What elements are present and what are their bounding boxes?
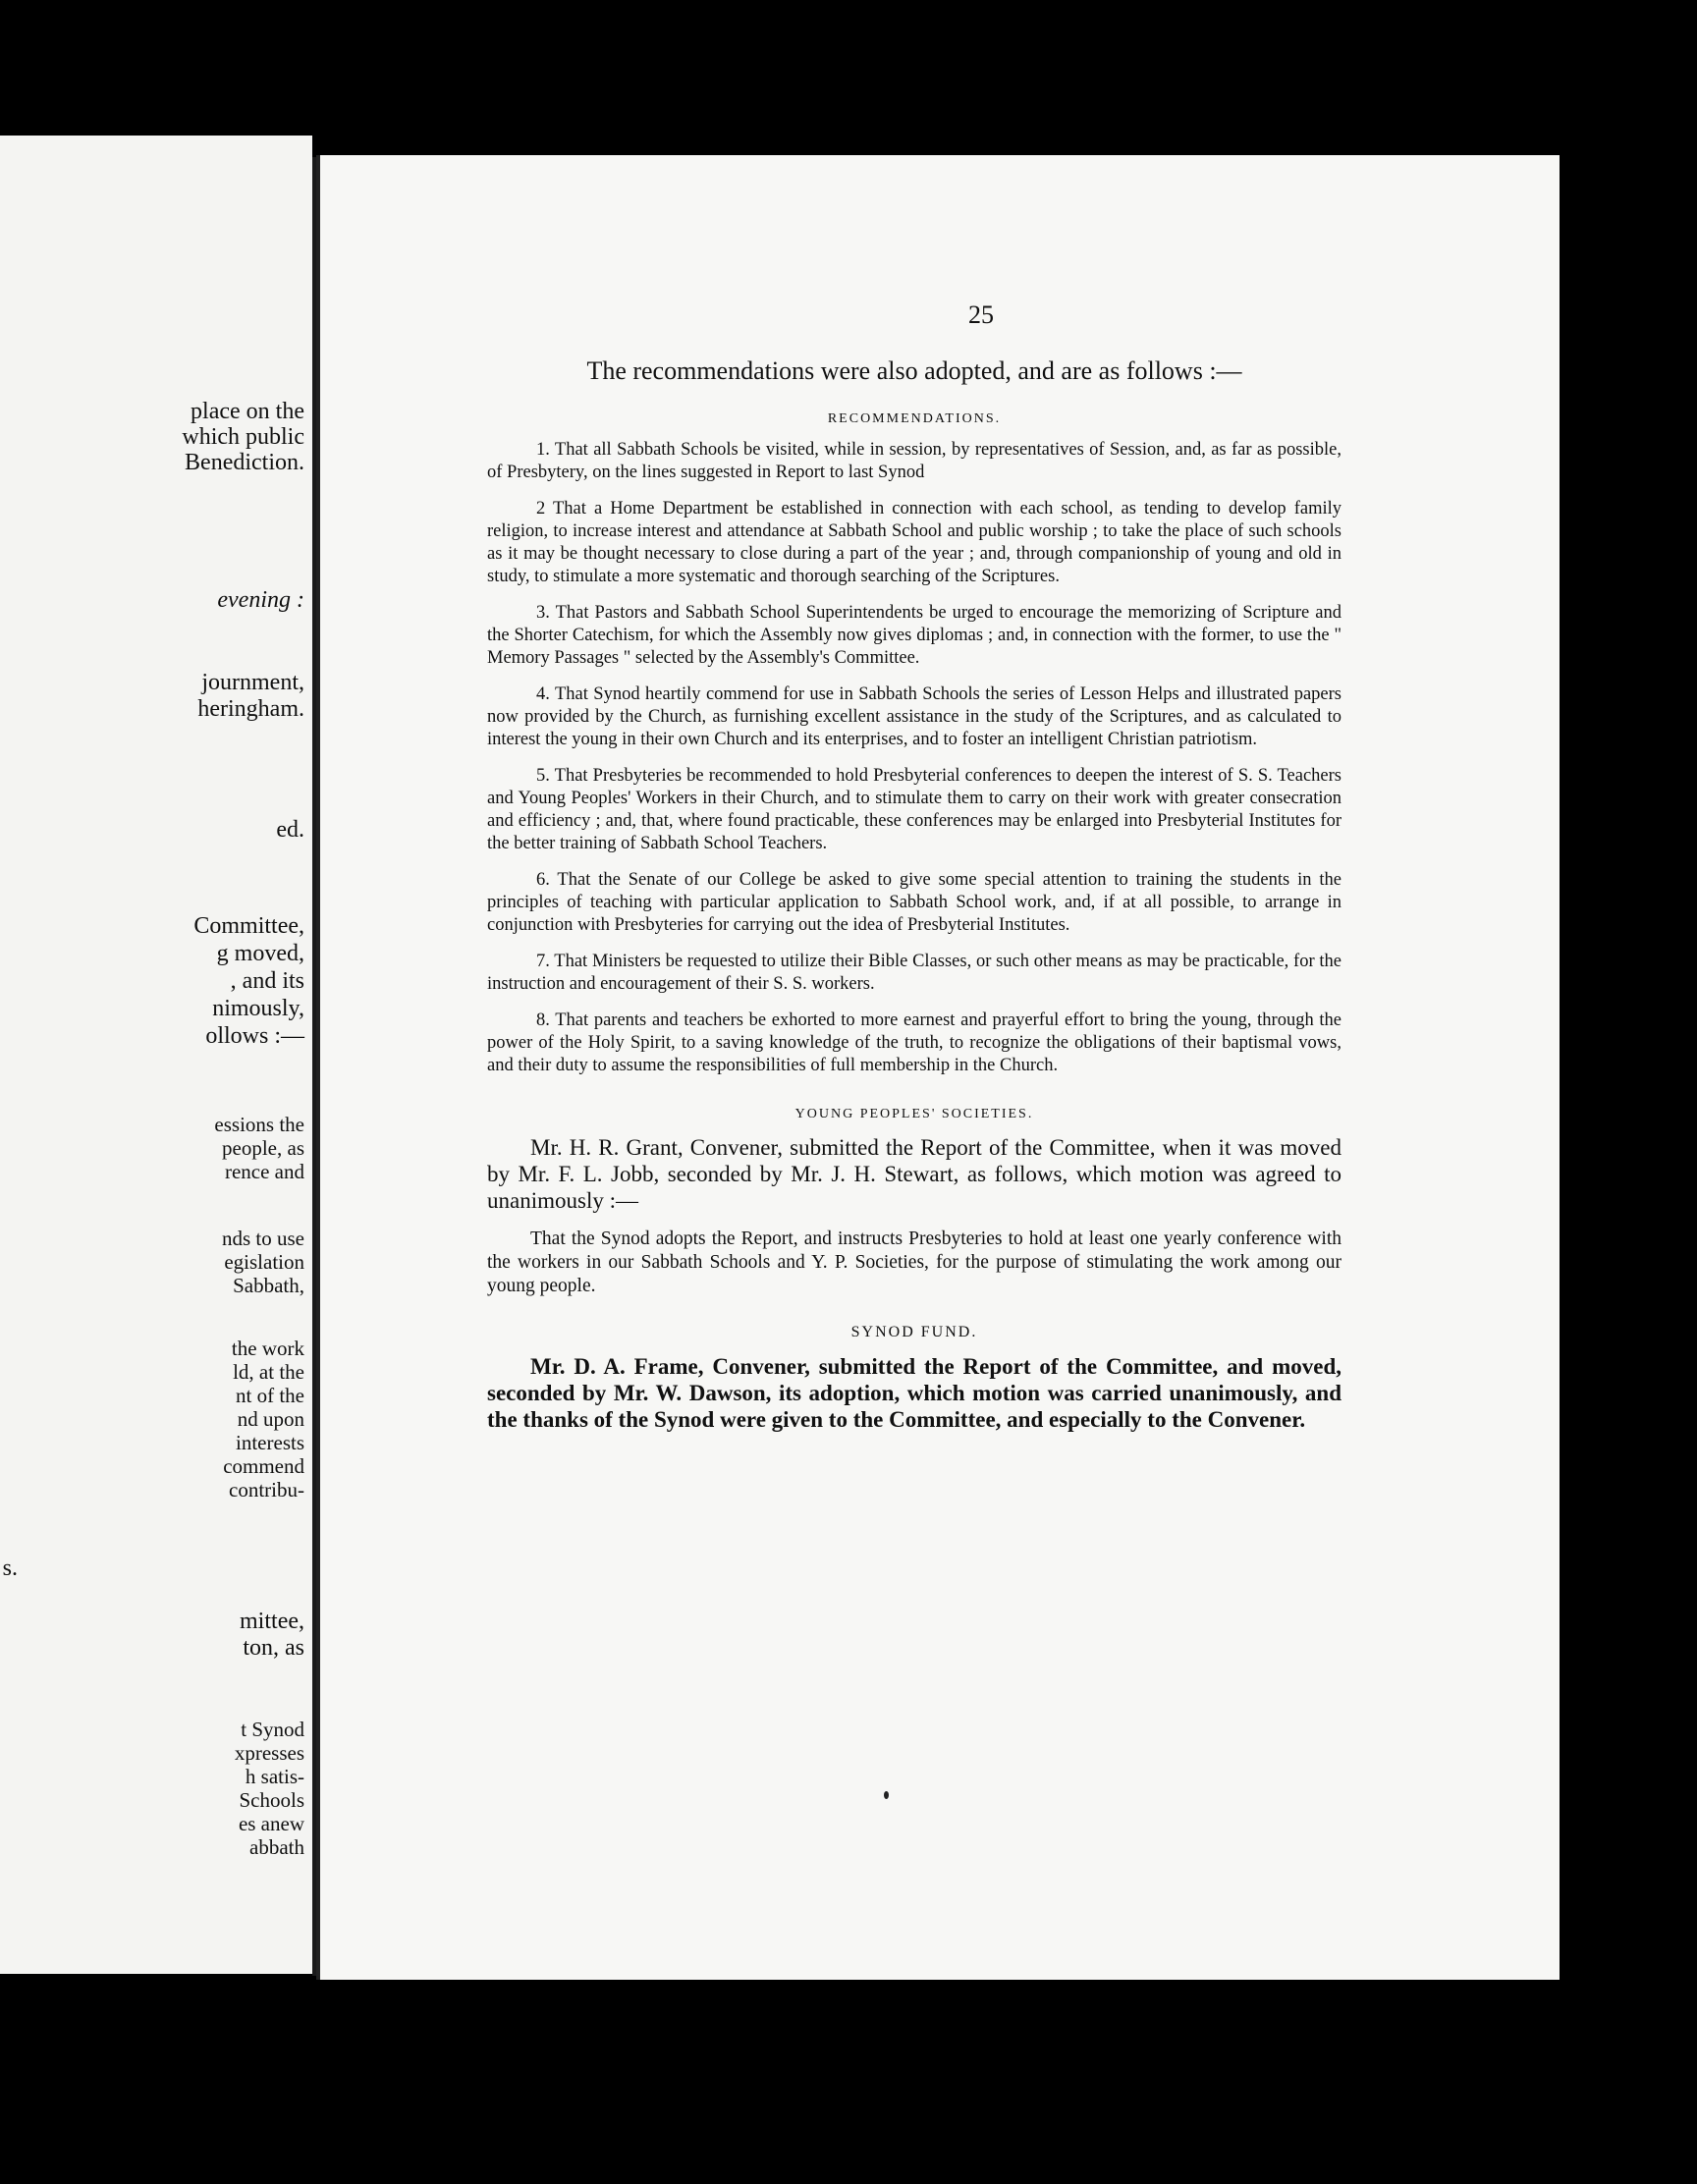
recommendation-3: 3. That Pastors and Sabbath School Superintendents be urged to encourage the memorizing of Scripture and the Shorter Catechism, for which the Assembly now gives diplomas ; and, in connection with the former, to use the " Memory Passages " selected by the Assembly's Committee. [487,603,1341,668]
left-page-line: contribu- [229,1478,304,1502]
left-page-line: the work [231,1337,304,1360]
recommendation-6: 6. That the Senate of our College be asked to give some special attention to training the students in the principles of teaching with particular application to Sabbath School work, and, if at all possible, to arrange in conjunction with Presbyteries for carrying out the idea of Presbyterial Institutes. [487,870,1341,935]
synod-fund-heading: SYNOD FUND. [850,1324,978,1340]
left-page-line: xpresses [234,1741,304,1765]
left-page-line: ed. [276,817,304,843]
recommendation-4: 4. That Synod heartily commend for use in Sabbath Schools the series of Lesson Helps and illustrated papers now provided by the Church, as furnishing excellent assistance in the study of the Scriptures, and as calculated to interest the young in their own Church and its enterprises, and to foster an intelligent Christian patriotism. [487,684,1341,749]
recommendation-7: 7. That Ministers be requested to utilize their Bible Classes, or such other means as may be practicable, for the instruction and encouragement of their S. S. workers. [487,952,1341,994]
recommendation-8: 8. That parents and teachers be exhorted to more earnest and prayerful effort to bring the young, through the power of the Holy Spirit, to a saving knowledge of the truth, to recognize the obligations of their baptismal vows, and their duty to assume the responsibilities of full membership in the Church. [487,1010,1341,1075]
left-page-line: interests [236,1431,304,1454]
left-page-line: s. [2,1556,18,1581]
left-page-line: which public [182,424,304,450]
left-page-line: Benediction. [185,450,304,475]
left-page [0,136,312,1974]
left-page-line: nds to use [222,1227,304,1250]
left-page-line: mittee, [240,1609,304,1634]
left-page-line: essions the [214,1113,304,1136]
left-page-line: nt of the [236,1384,304,1407]
left-page-line: ton, as [243,1635,304,1661]
left-page-line: Committee, [193,913,304,939]
left-page-line: , and its [230,968,304,994]
left-page-line: es anew [238,1812,304,1835]
left-page-line: g moved, [216,941,304,966]
young-peoples-societies-resolution: That the Synod adopts the Report, and instructs Presbyteries to hold at least one yearly conference with the workers in our Sabbath Schools and Y. P. Societies, for the purpose of stimulating the work among our young people. [487,1228,1341,1296]
left-page-line: h satis- [245,1765,304,1788]
synod-fund-paragraph: Mr. D. A. Frame, Convener, submitted the Report of the Committee, and moved, seconded by Mr. W. Dawson, its adoption, which motion was carried unanimously, and the thanks of the Synod were given to the Committee, and especially to the Convener. [487,1354,1341,1432]
young-peoples-societies-heading: YOUNG PEOPLES' SOCIETIES. [794,1107,1034,1121]
left-page-line: nd upon [237,1407,304,1431]
left-page-line: people, as [222,1136,304,1160]
recommendations-heading: RECOMMENDATIONS. [827,411,1002,426]
left-page-line: ld, at the [233,1360,304,1384]
page-body [487,356,1341,1447]
left-page-line: abbath [249,1835,304,1859]
left-page-line: t Synod [241,1718,304,1741]
left-page-line: Sabbath, [233,1274,304,1297]
left-page-line: rence and [224,1160,304,1183]
left-page-line: journment, [201,670,304,695]
left-page-line: ollows :— [205,1023,304,1049]
left-page-line: Schools [239,1788,304,1812]
left-page-line: place on the [191,399,304,424]
left-page-line: commend [223,1454,304,1478]
left-page-line: evening : [217,587,304,613]
young-peoples-societies-paragraph: Mr. H. R. Grant, Convener, submitted the Report of the Committee, when it was moved by Mr. F. L. Jobb, seconded by Mr. J. H. Stewart, as follows, which motion was agreed to unanimously :— [487,1135,1341,1213]
page-number: 25 [968,300,994,329]
ink-speck [884,1791,889,1799]
left-page-line: egislation [224,1250,304,1274]
left-page-line: nimously, [212,996,304,1021]
recommendation-1: 1. That all Sabbath Schools be visited, while in session, by representatives of Session, and, as far as possible, of Presbytery, on the lines suggested in Report to last Synod [487,440,1341,482]
left-page-line: heringham. [197,696,304,722]
recommendation-5: 5. That Presbyteries be recommended to hold Presbyterial conferences to deepen the interest of S. S. Teachers and Young Peoples' Workers in their Church, and to stimulate them to carry on their work with greater consecration and efficiency ; and, that, where found practicable, these conferences may be enlarged into Presbyterial Institutes for the better training of Sabbath School Teachers. [487,766,1341,853]
recommendation-2: 2 That a Home Department be established in connection with each school, as tending to develop family religion, to increase interest and attendance at Sabbath School and public worship ; to take the place of such schools as it may be thought necessary to close during a part of the year ; and, through companionship of young and old in study, to stimulate a more systematic and thorough searching of the Scriptures. [487,499,1341,586]
intro-text: The recommendations were also adopted, and are as follows :— [586,356,1242,385]
right-page [316,155,1560,1980]
